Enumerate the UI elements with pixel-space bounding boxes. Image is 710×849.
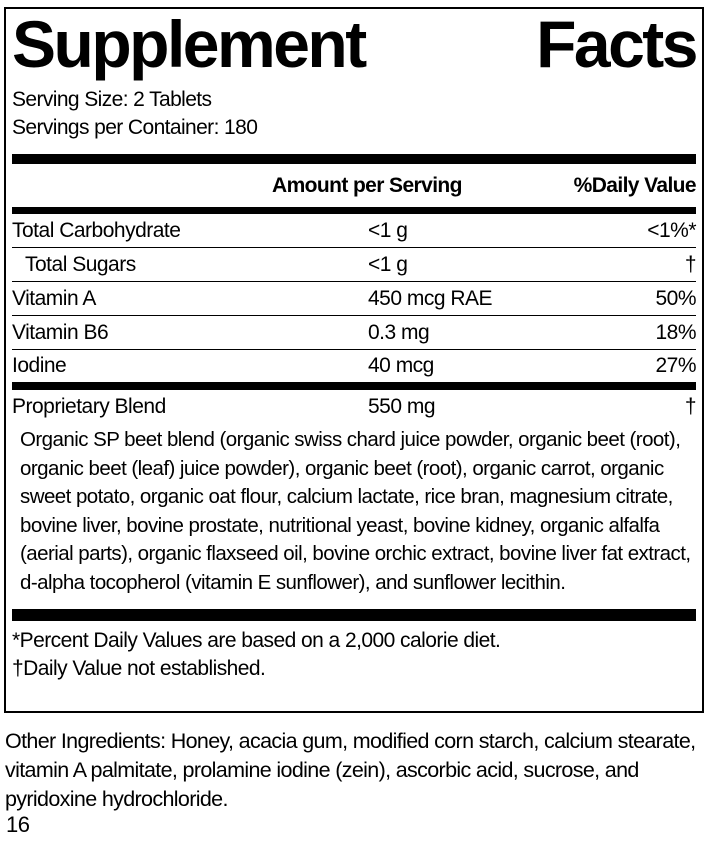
nutrient-name: Vitamin A [12,286,96,310]
divider-above-footnotes [12,609,696,621]
nutrient-row-vitamin-a [12,282,696,316]
other-ingredients: Other Ingredients: Honey, acacia gum, modified corn starch, calcium stearate, vitamin A palmitate, prolamine iodine (zein), ascorbic acid, sucrose, and pyridoxine hydrochloride. [5,729,696,811]
column-headers [12,164,696,207]
divider-above-proprietary-blend [12,382,696,390]
servings-per-container: Servings per Container: 180 [12,116,258,139]
nutrient-row-vitamin-b6 [12,316,696,350]
proprietary-blend-amount: 550 mg [368,395,436,418]
nutrient-name: Vitamin B6 [12,320,109,344]
divider-below-headers [12,207,696,214]
nutrient-amount: 0.3 mg [368,320,430,344]
divider-thick-top [12,154,696,164]
nutrient-amount: <1 g [368,218,408,242]
page-number: 16 [6,812,30,837]
nutrient-daily-value: † [684,252,696,276]
nutrient-row-total-carbohydrate [12,214,696,248]
nutrient-name: Total Sugars [25,252,136,276]
nutrient-name: Iodine [12,354,67,377]
serving-size: Serving Size: 2 Tablets [12,88,212,111]
nutrient-daily-value: 27% [655,354,696,377]
nutrient-amount: 40 mcg [368,354,434,377]
footnote-percent-daily-values: *Percent Daily Values are based on a 2,000 calorie diet. [12,629,501,652]
nutrient-row-iodine [12,350,696,382]
title-word-facts: Facts [536,7,696,81]
panel-title [12,7,696,81]
proprietary-blend-description: Organic SP beet blend (organic swiss chard juice powder, organic beet (root), organic beet (leaf) juice powder), organic beet (root), organic carrot, organic sweet potato, organic oat flour, calcium lactate, rice bran, magnesium citrate, bovine liver, bovine prostate, nutritional yeast, bovine kidney, organic alfalfa (aerial parts), organic flaxseed oil, bovine orchic extract, bovine liver fat extract, d-alpha tocopherol (vitamin E sunflower), and sunflower lecithin. [20,428,691,594]
nutrient-daily-value: 18% [655,320,696,344]
daily-value-header: %Daily Value [573,174,696,197]
nutrient-name: Total Carbohydrate [12,218,181,242]
proprietary-blend-name: Proprietary Blend [12,395,166,418]
nutrient-row-total-sugars [12,248,696,282]
nutrient-amount: <1 g [368,252,408,276]
supplement-facts-panel [4,7,704,713]
footnote-daily-value-not-established: †Daily Value not established. [12,657,266,680]
nutrient-daily-value: <1%* [647,218,696,242]
proprietary-blend-row [12,390,696,424]
nutrient-daily-value: 50% [655,286,696,310]
title-word-supplement: Supplement [12,7,365,81]
amount-per-serving-header: Amount per Serving [272,174,462,197]
proprietary-blend-daily-value: † [684,395,696,418]
nutrient-amount: 450 mcg RAE [368,286,493,310]
